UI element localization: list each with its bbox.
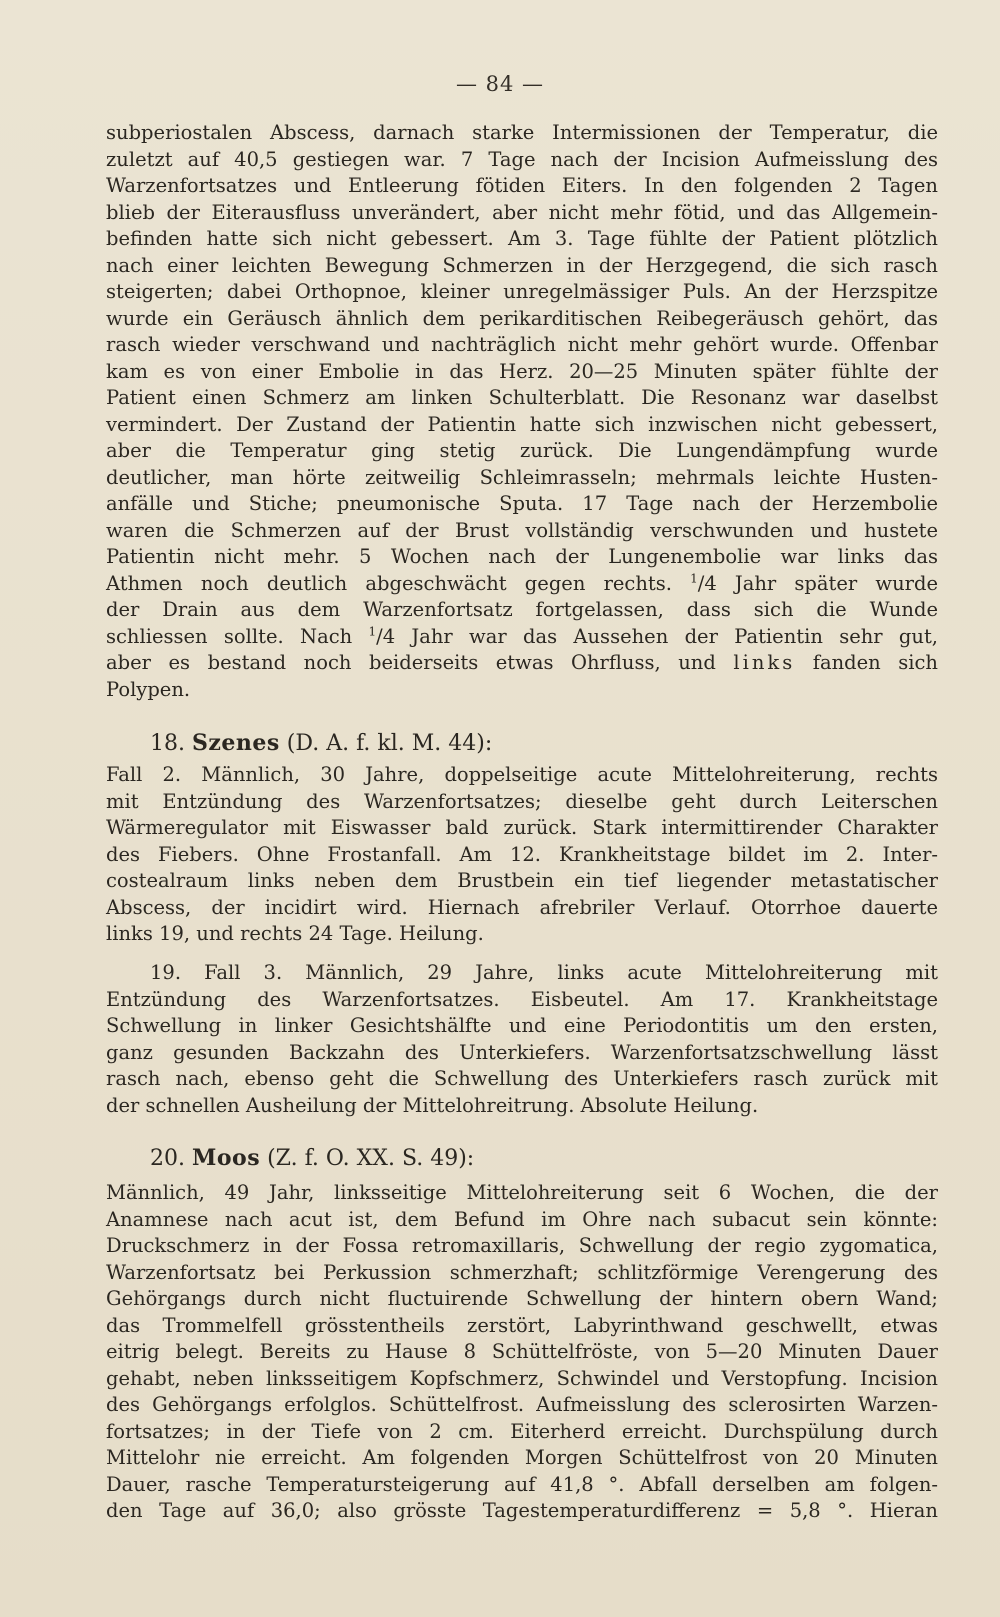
text-line: vermindert. Der Zustand der Patientin hatte sich inzwischen nicht gebessert, — [106, 412, 938, 436]
text-line: Dauer, rasche Temperatursteigerung auf 41,8 °. Abfall derselben am folgen- — [106, 1472, 938, 1496]
page-number: — 84 — — [455, 72, 545, 96]
case-author: Moos — [192, 1145, 261, 1171]
fraction-denominator: /4 — [376, 624, 396, 648]
text-line: Patient einen Schmerz am linken Schulterblatt. Die Resonanz war daselbst — [106, 386, 938, 409]
text-line-fraction — [106, 624, 938, 651]
text-line: wurde ein Geräusch ähnlich dem perikarditischen Reibegeräusch gehört, das — [106, 306, 938, 330]
case-heading-20 — [150, 1145, 650, 1171]
text-line: mit Entzündung des Warzenfortsatzes; dieselbe geht durch Leiterschen — [106, 789, 938, 813]
paragraph-case18 — [106, 762, 938, 948]
spaced-emphasis: links — [733, 651, 796, 674]
text-line: des Fiebers. Ohne Frostanfall. Am 12. Krankheitstage bildet im 2. Inter- — [106, 842, 938, 866]
paragraph-case20 — [106, 1180, 938, 1525]
text-line: befinden hatte sich nicht gebessert. Am 3. Tage fühlte der Patient plötzlich — [106, 227, 938, 250]
text-line: den Tage auf 36,0; also grösste Tagestemperaturdifferenz = 5,8 °. Hieran — [106, 1499, 938, 1522]
text-line: Mittelohr nie erreicht. Am folgenden Morgen Schüttelfrost von 20 Minuten — [106, 1446, 938, 1469]
fraction-numerator: 1 — [690, 571, 698, 585]
text-line: Anamnese nach acut ist, dem Befund im Ohre nach subacut sein könnte: — [106, 1207, 938, 1231]
text-line: gehabt, neben linksseitigem Kopfschmerz, Schwindel und Verstopfung. Incision — [106, 1366, 938, 1390]
text-line: 19. Fall 3. Männlich, 29 Jahre, links acute Mittelohreiterung mit — [150, 961, 938, 984]
text-line: anfälle und Stiche; pneumonische Sputa. 17 Tage nach der Herzembolie — [106, 492, 938, 515]
fraction-numerator: 1 — [368, 624, 377, 638]
paragraph-case19 — [106, 960, 938, 1119]
text-segment: aber es bestand noch beiderseits etwas Ohrfluss, und — [106, 651, 734, 674]
case-number: 20. — [150, 1146, 185, 1171]
text-line-fraction — [106, 571, 938, 598]
case-number: 18. — [150, 731, 185, 756]
paragraph-case17-continued — [106, 120, 938, 703]
text-line: fortsatzes; in der Tiefe von 2 cm. Eiterherd erreicht. Durchspülung durch — [106, 1419, 938, 1443]
text-line: ganz gesunden Backzahn des Unterkiefers. Warzenfortsatzschwellung lässt — [106, 1040, 938, 1064]
text-line: Druckschmerz in der Fossa retromaxillaris, Schwellung der regio zygomatica, — [106, 1234, 938, 1257]
text-line: Schwellung in linker Gesichtshälfte und eine Periodontitis um den ersten, — [106, 1014, 938, 1037]
text-line: aber die Temperatur ging stetig zurück. Die Lungendämpfung wurde — [106, 439, 938, 462]
text-line: Gehörgangs durch nicht fluctuirende Schwellung der hintern obern Wand; — [106, 1287, 938, 1310]
text-line: das Trommelfell grösstentheils zerstört, Labyrinthwand geschwellt, etwas — [106, 1313, 938, 1337]
text-line: des Gehörgangs erfolglos. Schüttelfrost. Aufmeisslung des sclerosirten Warzen- — [106, 1393, 938, 1416]
text-line: Warzenfortsatz bei Perkussion schmerzhaft; schlitzförmige Verengerung des — [106, 1260, 938, 1284]
text-line: deutlicher, man hörte zeitweilig Schleimrasseln; mehrmals leichte Husten- — [106, 465, 938, 489]
case-reference: (Z. f. O. XX. S. 49): — [267, 1146, 475, 1171]
text-line: eitrig belegt. Bereits zu Hause 8 Schüttelfröste, von 5—20 Minuten Dauer — [106, 1340, 938, 1363]
text-line: Patientin nicht mehr. 5 Wochen nach der Lungenembolie war links das — [106, 545, 938, 568]
text-line: der schnellen Ausheilung der Mittelohreitrung. Absolute Heilung. — [106, 1093, 759, 1117]
text-line: Polypen. — [106, 677, 191, 701]
text-line: Entzündung des Warzenfortsatzes. Eisbeutel. Am 17. Krankheitstage — [106, 987, 938, 1011]
text-line: steigerten; dabei Orthopnoe, kleiner unregelmässiger Puls. An der Herzspitze — [106, 280, 938, 303]
text-line: subperiostalen Abscess, darnach starke Intermissionen der Temperatur, die — [106, 121, 938, 144]
text-segment: Jahr war das Aussehen der Patientin sehr gut, — [395, 624, 939, 648]
text-line: Fall 2. Männlich, 30 Jahre, doppelseitige acute Mittelohreiterung, rechts — [106, 763, 938, 786]
text-line: Warzenfortsatzes und Entleerung fötiden Eiters. In den folgenden 2 Tagen — [106, 174, 938, 197]
text-line: rasch nach, ebenso geht die Schwellung des Unterkiefers rasch zurück mit — [106, 1067, 938, 1090]
text-line — [106, 650, 938, 677]
text-line: kam es von einer Embolie in das Herz. 20—25 Minuten später fühlte der — [106, 359, 938, 383]
text-line: costealraum links neben dem Brustbein ein tief liegender metastatischer — [106, 869, 938, 892]
case-reference: (D. A. f. kl. M. 44): — [286, 731, 493, 756]
text-line: Wärmeregulator mit Eiswasser bald zurück. Stark intermittirender Charakter — [106, 816, 938, 839]
text-line: zuletzt auf 40,5 gestiegen war. 7 Tage nach der Incision Aufmeisslung des — [106, 147, 938, 171]
case-author: Szenes — [192, 730, 280, 756]
text-line: Männlich, 49 Jahr, linksseitige Mittelohreiterung seit 6 Wochen, die der — [106, 1181, 938, 1204]
text-segment: Athmen noch deutlich abgeschwächt gegen rechts. — [106, 571, 691, 595]
text-segment: fanden sich — [795, 651, 938, 674]
text-line: nach einer leichten Bewegung Schmerzen in der Herzgegend, die sich rasch — [106, 253, 938, 277]
text-line: links 19, und rechts 24 Tage. Heilung. — [106, 922, 484, 945]
text-line: waren die Schmerzen auf der Brust vollständig verschwunden und hustete — [106, 518, 938, 542]
case-heading-18 — [150, 730, 650, 756]
text-segment: schliessen sollte. Nach — [106, 624, 369, 648]
text-line: blieb der Eiterausfluss unverändert, aber nicht mehr fötid, und das Allgemein- — [106, 200, 938, 224]
text-line: Abscess, der incidirt wird. Hiernach afrebriler Verlauf. Otorrhoe dauerte — [106, 895, 938, 919]
text-line: der Drain aus dem Warzenfortsatz fortgelassen, dass sich die Wunde — [106, 598, 938, 621]
text-line: rasch wieder verschwand und nachträglich nicht mehr gehört wurde. Offenbar — [106, 333, 938, 356]
text-segment: Jahr später wurde — [716, 571, 939, 595]
fraction-denominator: /4 — [697, 571, 717, 595]
